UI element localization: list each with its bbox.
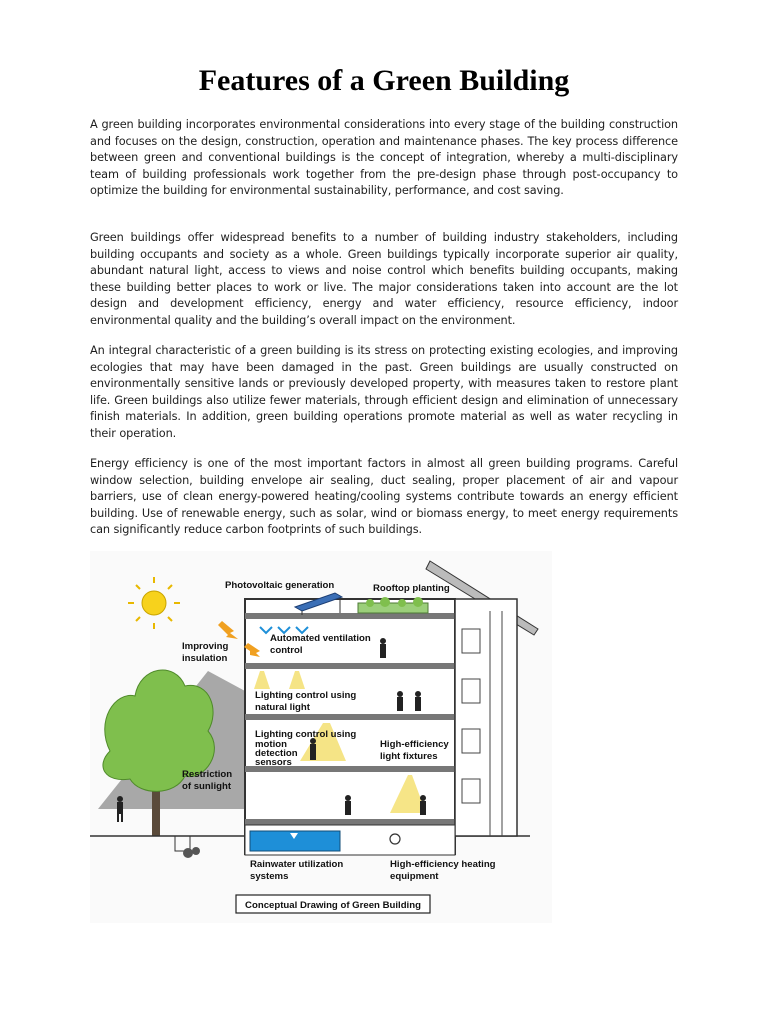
label-rainwater-1: Rainwater utilization [250, 859, 344, 870]
label-insulation-1: Improving [182, 641, 229, 652]
label-lighting-natural-1: Lighting control using [255, 690, 357, 701]
paragraph-energy: Energy efficiency is one of the most important factors in almost all green building programs. Careful window selection, building envelope air sealing, duct sealing, proper placement of air and vapour barriers, use of clean energy-powered heating/cooling systems contribute towards an energy efficient building. Use of renewable energy, such as solar, wind or biomass energy, to meet energy requirements can significantly reduce carbon footprints of such buildings. [90, 457, 678, 537]
label-fixtures-2: light fixtures [380, 751, 438, 762]
figure-caption: Conceptual Drawing of Green Building [245, 900, 421, 911]
paragraph-ecologies: An integral characteristic of a green building is its stress on protecting existing ecologies, and improving ecologies that may have been damaged in the past. Green buildings are usually constructed on environmentally sensitive lands or previously developed property, with measures taken to restore plant life. Green buildings also utilize fewer materials, through efficient design and elimination of unnecessary finish materials. In addition, green building operations promote material as well as water recycling in their operation. [90, 344, 678, 440]
green-building-diagram [90, 551, 552, 923]
label-lighting-motion-2: motion [255, 739, 287, 750]
label-fixtures-1: High-efficiency [380, 739, 449, 750]
label-sunlight-1: Restriction [182, 769, 233, 780]
sun-icon [128, 577, 180, 629]
label-lighting-motion-1: Lighting control using [255, 729, 357, 740]
paragraph-intro: A green building incorporates environmental considerations into every stage of the building construction and focuses on the design, construction, operation and maintenance phases. The key process difference between green and conventional buildings is the concept of integration, whereby a multi-disciplinary team of building professionals work together from the pre-design phase through post-occupancy to optimize the building for environmental sustainability, performance, and cost saving. [90, 118, 678, 198]
page-title: Features of a Green Building [198, 64, 570, 97]
label-rooftop: Rooftop planting [373, 583, 450, 594]
label-lighting-motion-4: sensors [255, 757, 292, 768]
label-ventilation-1: Automated ventilation [270, 633, 371, 644]
label-heating-1: High-efficiency heating [390, 859, 496, 870]
label-insulation-2: insulation [182, 653, 228, 664]
label-ventilation-2: control [270, 645, 303, 656]
paragraph-benefits: Green buildings offer widespread benefits to a number of building industry stakeholders, including building occupants and society as a whole. Green buildings typically incorporate superior air quality, abundant natural light, access to views and noise control which benefits building occupants, making these building better places to work or live. The major considerations taken into account are the lot design and development efficiency, energy and water efficiency, resource efficiency, indoor environmental quality and the building’s overall impact on the environment. [90, 231, 678, 327]
label-rainwater-2: systems [250, 871, 289, 882]
label-photovoltaic: Photovoltaic generation [225, 580, 335, 591]
label-heating-2: equipment [390, 871, 439, 882]
label-sunlight-2: of sunlight [182, 781, 232, 792]
shrub-icon [183, 847, 200, 858]
person-icon [117, 796, 123, 822]
label-lighting-motion-3: detection [255, 748, 298, 759]
label-lighting-natural-2: natural light [255, 702, 310, 713]
